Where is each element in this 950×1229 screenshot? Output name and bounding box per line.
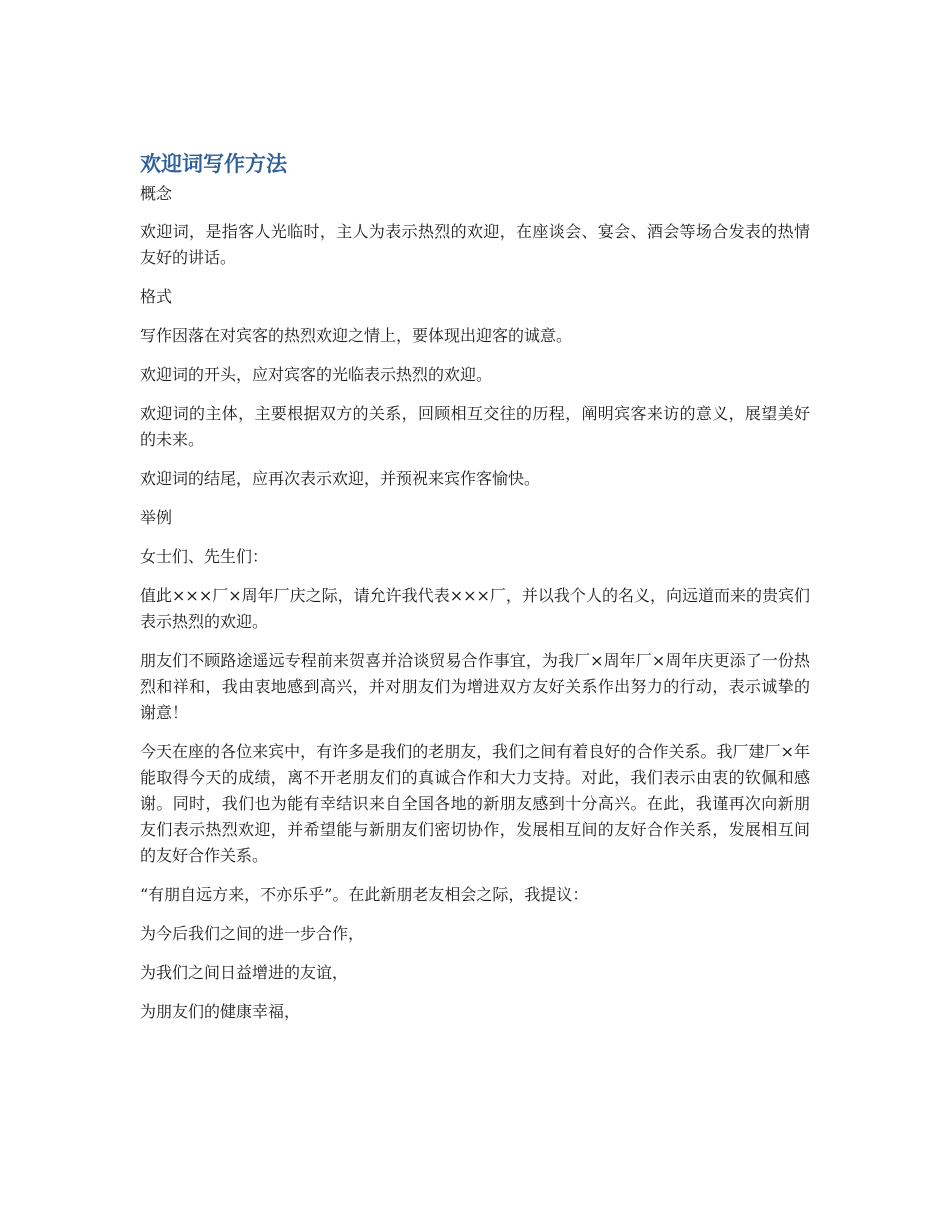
section-heading-format: 格式	[140, 287, 173, 306]
paragraph-ending: 欢迎词的结尾，应再次表示欢迎，并预祝来宾作客愉快。	[140, 469, 541, 488]
toast-line: 为我们之间日益增进的友谊，	[140, 963, 349, 982]
paragraph-body: 欢迎词的主体，主要根据双方的关系，回顾相互交往的历程，阐明宾客来访的意义，展望美好的未来。	[140, 404, 810, 449]
example-paragraph: 今天在座的各位来宾中，有许多是我们的老朋友，我们之间有着良好的合作关系。我厂建厂×年能取得今天的成绩，离不开老朋友们的真诚合作和大力支持。对此，我们表示由衷的钦佩和感谢。同时，我们也为能有幸结识来自全国各地的新朋友感到十分高兴。在此，我谨再次向新朋友们表示热烈欢迎，并希望能与新朋友们密切协作，发展相互间的友好合作关系，发展相互间的友好合作关系。	[140, 742, 810, 865]
example-salutation: 女士们、先生们：	[140, 547, 269, 566]
example-paragraph: 值此×××厂×周年厂庆之际，请允许我代表×××厂，并以我个人的名义，向远道而来的贵宾们表示热烈的欢迎。	[140, 586, 810, 631]
document-title: 欢迎词写作方法	[140, 152, 287, 176]
toast-line: 为朋友们的健康幸福，	[140, 1002, 301, 1021]
toast-line: 为今后我们之间的进一步合作，	[140, 924, 365, 943]
example-paragraph: “有朋自远方来，不亦乐乎”。在此新朋老友相会之际，我提议：	[140, 885, 589, 904]
document-page	[140, 147, 810, 1038]
example-paragraph: 朋友们不顾路途遥远专程前来贺喜并洽谈贸易合作事宜，为我厂×周年厂×周年庆更添了一份热烈和祥和，我由衷地感到高兴，并对朋友们为增进双方友好关系作出努力的行动，表示诚挚的谢意！	[140, 651, 810, 722]
paragraph-format-intro: 写作因落在对宾客的热烈欢迎之情上，要体现出迎客的诚意。	[140, 326, 573, 345]
paragraph-definition: 欢迎词，是指客人光临时，主人为表示热烈的欢迎，在座谈会、宴会、酒会等场合发表的热情友好的讲话。	[140, 222, 810, 267]
paragraph-opening: 欢迎词的开头，应对宾客的光临表示热烈的欢迎。	[140, 365, 493, 384]
section-heading-example: 举例	[140, 508, 173, 527]
section-heading-concept: 概念	[140, 184, 173, 203]
